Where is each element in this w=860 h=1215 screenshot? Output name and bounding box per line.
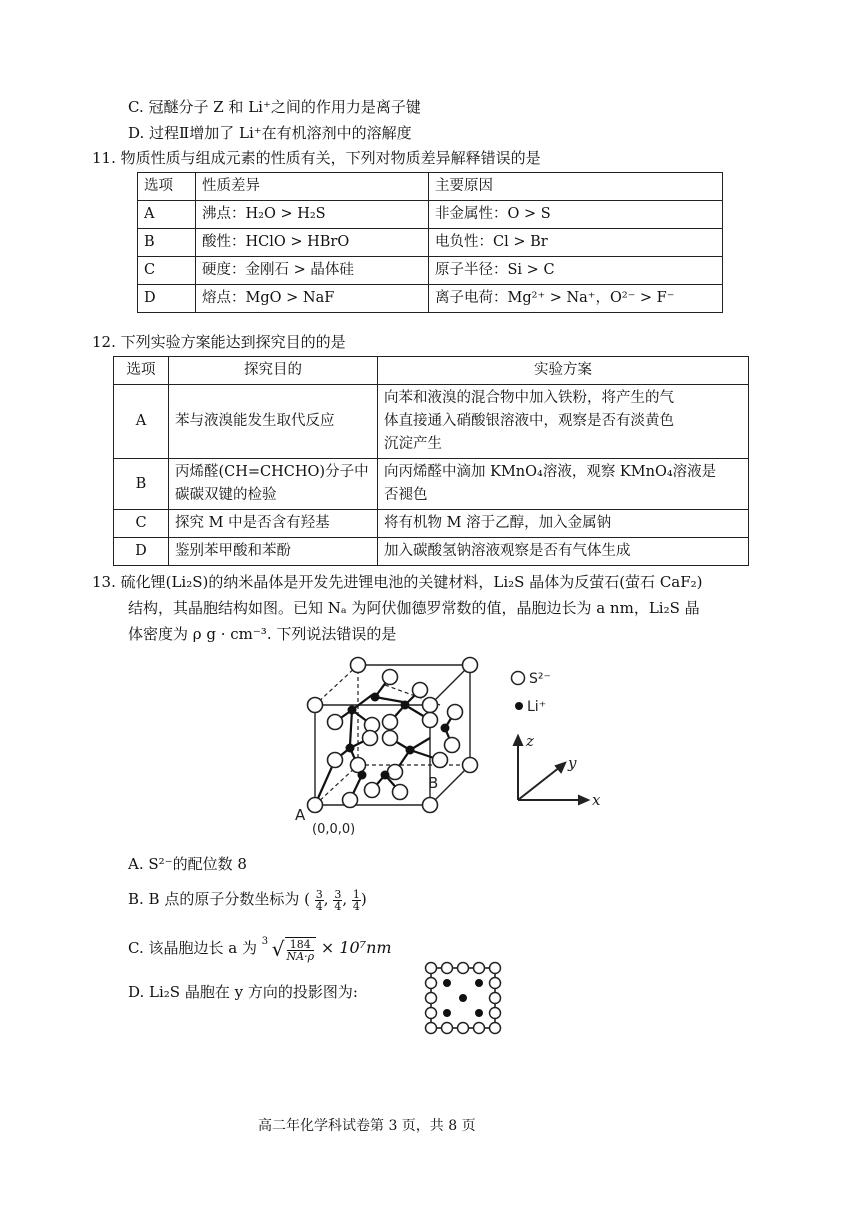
legend-s-label: S²⁻ — [529, 671, 551, 687]
axis-y-label: y — [568, 754, 577, 772]
table-row — [114, 459, 749, 510]
label-a-coord: (0,0,0) — [312, 822, 356, 837]
axis-x-label: x — [592, 791, 601, 809]
table-row — [138, 285, 723, 313]
table-cell — [169, 459, 378, 510]
q13-option-a: A. S²⁻的配位数 8 — [128, 855, 247, 873]
table-row — [114, 385, 749, 459]
cell-line: 否褪色 — [384, 487, 428, 503]
table-cell: 原子半径：Si > C — [429, 257, 723, 285]
page-footer: 高二年化学科试卷第 3 页，共 8 页 — [258, 1118, 476, 1134]
legend-li-label: Li⁺ — [527, 699, 547, 715]
projection-li-ions — [443, 979, 483, 1017]
table-cell — [378, 459, 749, 510]
denominator: NA·ρ — [286, 949, 315, 963]
table-cell: 加入碳酸氢钠溶液观察是否有气体生成 — [378, 538, 749, 566]
label-b: B — [428, 774, 439, 792]
table-row — [138, 173, 723, 201]
root-index: 3 — [261, 936, 269, 948]
cell-line: 沉淀产生 — [384, 436, 442, 452]
axis-z-label: z — [526, 732, 534, 750]
q13-option-c — [128, 936, 392, 962]
q12-table — [113, 356, 749, 566]
table-cell — [378, 385, 749, 459]
fraction — [285, 937, 317, 962]
table-cell: 硬度：金刚石 > 晶体硅 — [196, 257, 429, 285]
legend-li-icon — [515, 702, 523, 710]
table-cell: 酸性：HClO > HBrO — [196, 229, 429, 257]
fraction — [315, 889, 324, 912]
q13-option-d: D. Li₂S 晶胞在 y 方向的投影图为: — [128, 983, 358, 1001]
header-cell: 实验方案 — [378, 357, 749, 385]
table-row — [138, 229, 723, 257]
option-c-prefix: C. 该晶胞边长 a 为 — [128, 939, 257, 957]
table-cell: C — [138, 257, 196, 285]
q11-stem: 11. 物质性质与组成元素的性质有关，下列对物质差异解释错误的是 — [92, 149, 541, 167]
header-cell: 探究目的 — [169, 357, 378, 385]
header-cell: 选项 — [138, 173, 196, 201]
table-row — [114, 357, 749, 385]
table-cell: A — [138, 201, 196, 229]
table-row — [138, 201, 723, 229]
table-cell: D — [138, 285, 196, 313]
fraction — [352, 889, 361, 912]
header-cell: 性质差异 — [196, 173, 429, 201]
q12-stem: 12. 下列实验方案能达到探究目的的是 — [92, 333, 346, 351]
table-cell: A — [114, 385, 169, 459]
table-cell: 将有机物 M 溶于乙醇，加入金属钠 — [378, 510, 749, 538]
cell-line: 向丙烯醛中滴加 KMnO₄溶液，观察 KMnO₄溶液是 — [384, 464, 717, 480]
q13-stem-line2: 结构，其晶胞结构如图。已知 Nₐ 为阿伏伽德罗常数的值，晶胞边长为 a nm，Li₂S 晶 — [128, 599, 700, 617]
table-row — [138, 257, 723, 285]
numerator: 1 — [352, 887, 360, 901]
option-b-prefix: B. B 点的原子分数坐标为 ( — [128, 890, 310, 908]
s-ions — [308, 658, 478, 813]
table-cell: 离子电荷：Mg²⁺ > Na⁺，O²⁻ > F⁻ — [429, 285, 723, 313]
table-cell: B — [138, 229, 196, 257]
q13-stem-line1: 13. 硫化锂(Li₂S)的纳米晶体是开发先进锂电池的关键材料，Li₂S 晶体为反萤石(萤石 CaF₂) — [92, 573, 703, 591]
table-cell: 鉴别苯甲酸和苯酚 — [169, 538, 378, 566]
table-cell: 非金属性：O > S — [429, 201, 723, 229]
cell-line: 体直接通入硝酸银溶液中，观察是否有淡黄色 — [384, 413, 674, 429]
denominator: 4 — [334, 899, 342, 913]
numerator: 3 — [315, 887, 323, 901]
cube-root — [262, 936, 316, 962]
table-cell: 电负性：Cl > Br — [429, 229, 723, 257]
legend-s-icon — [512, 672, 525, 685]
crystal-structure-figure — [290, 650, 620, 840]
fraction — [333, 889, 342, 912]
cell-line: 丙烯醛(CH=CHCHO)分子中 — [175, 464, 369, 480]
table-cell: 探究 M 中是否含有羟基 — [169, 510, 378, 538]
table-cell: 苯与液溴能发生取代反应 — [169, 385, 378, 459]
cell-line: 向苯和液溴的混合物中加入铁粉，将产生的气 — [384, 390, 674, 406]
radical-sign: √ — [271, 937, 285, 962]
denominator: 4 — [352, 899, 360, 913]
q11-table — [137, 172, 723, 313]
table-cell: 熔点：MgO > NaF — [196, 285, 429, 313]
header-cell: 选项 — [114, 357, 169, 385]
label-a: A — [295, 806, 306, 824]
option-c-prev: C. 冠醚分子 Z 和 Li⁺之间的作用力是离子键 — [128, 98, 421, 116]
projection-figure — [420, 960, 506, 1036]
table-row — [114, 538, 749, 566]
cell-line: 碳碳双键的检验 — [175, 487, 277, 503]
q13-stem-line3: 体密度为 ρ g · cm⁻³. 下列说法错误的是 — [128, 625, 397, 643]
numerator: 184 — [287, 939, 315, 951]
option-c-suffix: × 10⁷nm — [320, 938, 392, 957]
denominator: 4 — [315, 899, 323, 913]
table-cell: D — [114, 538, 169, 566]
table-cell: 沸点：H₂O > H₂S — [196, 201, 429, 229]
table-cell: B — [114, 459, 169, 510]
table-cell: C — [114, 510, 169, 538]
table-row — [114, 510, 749, 538]
option-d-prev: D. 过程Ⅱ增加了 Li⁺在有机溶剂中的溶解度 — [128, 124, 412, 142]
header-cell: 主要原因 — [429, 173, 723, 201]
numerator: 3 — [334, 887, 342, 901]
q13-option-b: B. B 点的原子分数坐标为 ( $\frac{3}{4}$ , $\frac{3}{4}$ , $\frac{1}{4}$ ) — [128, 887, 367, 913]
